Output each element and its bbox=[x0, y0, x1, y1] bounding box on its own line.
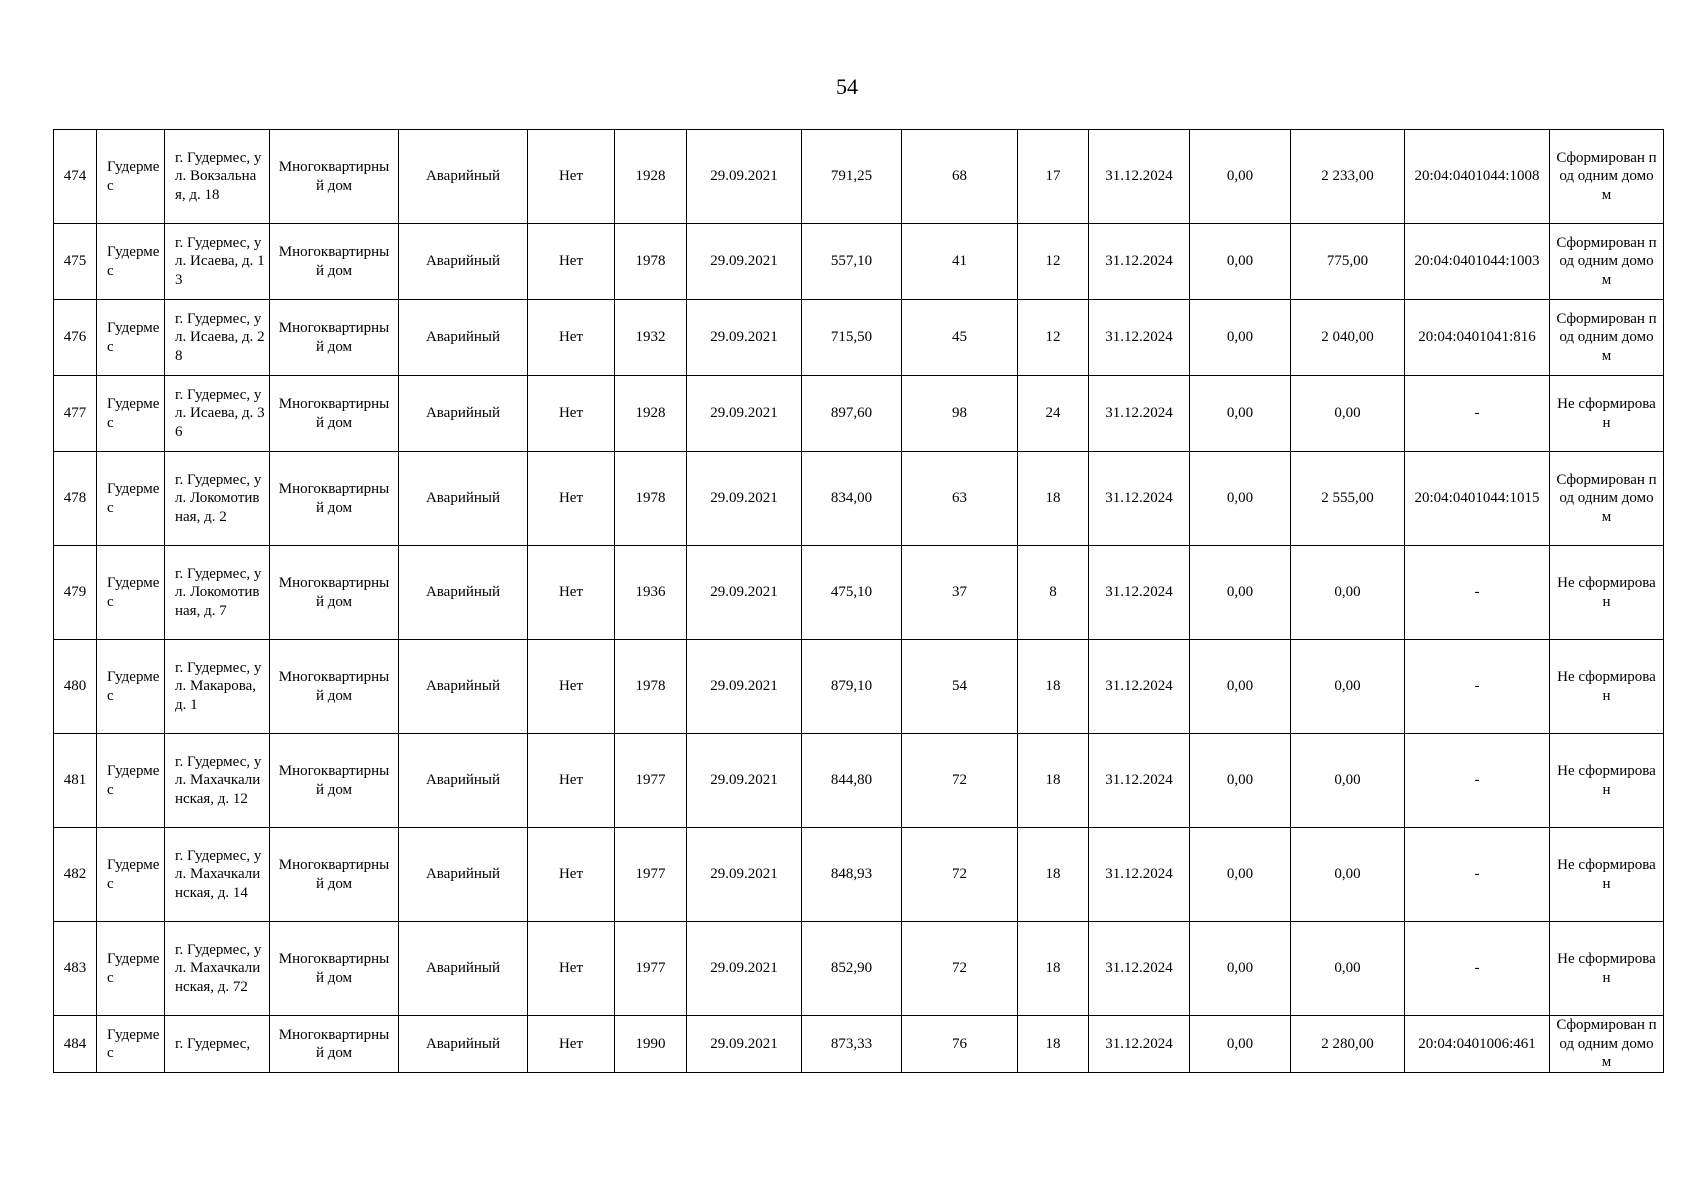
table-row bbox=[54, 640, 1664, 734]
cell-recognition-date: 29.09.2021 bbox=[687, 640, 802, 734]
cell-condition-status: Аварийный bbox=[399, 546, 528, 640]
cell-land-formation: Не сформирован bbox=[1550, 546, 1664, 640]
cell-recognition-date: 29.09.2021 bbox=[687, 452, 802, 546]
cell-address: г. Гудермес, bbox=[165, 1016, 270, 1073]
cell-units: 18 bbox=[1018, 734, 1089, 828]
cell-row-number: 481 bbox=[54, 734, 97, 828]
registry-table-body bbox=[54, 130, 1664, 1073]
housing-registry-table bbox=[53, 129, 1664, 1073]
cell-flag: Нет bbox=[528, 640, 615, 734]
cell-build-year: 1977 bbox=[615, 734, 687, 828]
cell-area: 834,00 bbox=[802, 452, 902, 546]
cell-row-number: 475 bbox=[54, 224, 97, 300]
cell-address: г. Гудермес, ул. Исаева, д. 36 bbox=[165, 376, 270, 452]
cell-row-number: 482 bbox=[54, 828, 97, 922]
cell-row-number: 483 bbox=[54, 922, 97, 1016]
cell-address: г. Гудермес, ул. Исаева, д. 13 bbox=[165, 224, 270, 300]
cell-build-year: 1978 bbox=[615, 224, 687, 300]
cell-row-number: 478 bbox=[54, 452, 97, 546]
cell-flag: Нет bbox=[528, 300, 615, 376]
cell-flag: Нет bbox=[528, 922, 615, 1016]
cell-area: 715,50 bbox=[802, 300, 902, 376]
cell-address: г. Гудермес, ул. Локомотивная, д. 2 bbox=[165, 452, 270, 546]
cell-flag: Нет bbox=[528, 734, 615, 828]
cell-units: 18 bbox=[1018, 452, 1089, 546]
cell-value-1: 0,00 bbox=[1190, 130, 1291, 224]
table-row bbox=[54, 828, 1664, 922]
cell-cadastral-number: - bbox=[1405, 376, 1550, 452]
cell-house-type: Многоквартирный дом bbox=[270, 452, 399, 546]
cell-house-type: Многоквартирный дом bbox=[270, 224, 399, 300]
cell-row-number: 476 bbox=[54, 300, 97, 376]
cell-recognition-date: 29.09.2021 bbox=[687, 130, 802, 224]
cell-condition-status: Аварийный bbox=[399, 1016, 528, 1073]
cell-condition-status: Аварийный bbox=[399, 130, 528, 224]
cell-condition-status: Аварийный bbox=[399, 224, 528, 300]
table-row bbox=[54, 1016, 1664, 1073]
cell-residents: 63 bbox=[902, 452, 1018, 546]
cell-residents: 37 bbox=[902, 546, 1018, 640]
cell-value-2: 0,00 bbox=[1291, 546, 1405, 640]
cell-planned-date: 31.12.2024 bbox=[1089, 922, 1190, 1016]
cell-cadastral-number: 20:04:0401006:461 bbox=[1405, 1016, 1550, 1073]
cell-residents: 76 bbox=[902, 1016, 1018, 1073]
cell-flag: Нет bbox=[528, 224, 615, 300]
cell-planned-date: 31.12.2024 bbox=[1089, 224, 1190, 300]
cell-address: г. Гудермес, ул. Вокзальная, д. 18 bbox=[165, 130, 270, 224]
cell-build-year: 1928 bbox=[615, 130, 687, 224]
cell-build-year: 1977 bbox=[615, 828, 687, 922]
cell-municipality: Гудермес bbox=[97, 640, 165, 734]
cell-flag: Нет bbox=[528, 828, 615, 922]
cell-area: 557,10 bbox=[802, 224, 902, 300]
cell-recognition-date: 29.09.2021 bbox=[687, 922, 802, 1016]
cell-municipality: Гудермес bbox=[97, 828, 165, 922]
cell-units: 12 bbox=[1018, 300, 1089, 376]
cell-units: 17 bbox=[1018, 130, 1089, 224]
cell-flag: Нет bbox=[528, 546, 615, 640]
cell-value-2: 2 555,00 bbox=[1291, 452, 1405, 546]
cell-residents: 72 bbox=[902, 828, 1018, 922]
cell-house-type: Многоквартирный дом bbox=[270, 376, 399, 452]
cell-house-type: Многоквартирный дом bbox=[270, 828, 399, 922]
cell-units: 12 bbox=[1018, 224, 1089, 300]
cell-value-2: 0,00 bbox=[1291, 376, 1405, 452]
cell-land-formation: Не сформирован bbox=[1550, 828, 1664, 922]
cell-units: 24 bbox=[1018, 376, 1089, 452]
cell-build-year: 1990 bbox=[615, 1016, 687, 1073]
cell-area: 852,90 bbox=[802, 922, 902, 1016]
cell-recognition-date: 29.09.2021 bbox=[687, 1016, 802, 1073]
cell-units: 18 bbox=[1018, 828, 1089, 922]
cell-cadastral-number: - bbox=[1405, 640, 1550, 734]
cell-build-year: 1928 bbox=[615, 376, 687, 452]
cell-recognition-date: 29.09.2021 bbox=[687, 546, 802, 640]
table-row bbox=[54, 224, 1664, 300]
cell-row-number: 484 bbox=[54, 1016, 97, 1073]
cell-row-number: 477 bbox=[54, 376, 97, 452]
cell-land-formation: Сформирован под одним домом bbox=[1550, 1016, 1664, 1073]
cell-land-formation: Сформирован под одним домом bbox=[1550, 300, 1664, 376]
cell-municipality: Гудермес bbox=[97, 300, 165, 376]
cell-planned-date: 31.12.2024 bbox=[1089, 376, 1190, 452]
cell-address: г. Гудермес, ул. Исаева, д. 28 bbox=[165, 300, 270, 376]
cell-planned-date: 31.12.2024 bbox=[1089, 828, 1190, 922]
cell-value-1: 0,00 bbox=[1190, 1016, 1291, 1073]
cell-municipality: Гудермес bbox=[97, 376, 165, 452]
cell-row-number: 479 bbox=[54, 546, 97, 640]
cell-municipality: Гудермес bbox=[97, 130, 165, 224]
cell-value-2: 0,00 bbox=[1291, 640, 1405, 734]
cell-planned-date: 31.12.2024 bbox=[1089, 734, 1190, 828]
cell-cadastral-number: 20:04:0401041:816 bbox=[1405, 300, 1550, 376]
cell-value-1: 0,00 bbox=[1190, 828, 1291, 922]
cell-value-2: 2 040,00 bbox=[1291, 300, 1405, 376]
cell-area: 848,93 bbox=[802, 828, 902, 922]
cell-cadastral-number: 20:04:0401044:1008 bbox=[1405, 130, 1550, 224]
cell-value-2: 0,00 bbox=[1291, 828, 1405, 922]
cell-value-2: 2 233,00 bbox=[1291, 130, 1405, 224]
cell-planned-date: 31.12.2024 bbox=[1089, 640, 1190, 734]
cell-row-number: 480 bbox=[54, 640, 97, 734]
cell-residents: 72 bbox=[902, 734, 1018, 828]
cell-value-1: 0,00 bbox=[1190, 922, 1291, 1016]
cell-address: г. Гудермес, ул. Махачкалинская, д. 14 bbox=[165, 828, 270, 922]
cell-cadastral-number: 20:04:0401044:1015 bbox=[1405, 452, 1550, 546]
cell-municipality: Гудермес bbox=[97, 452, 165, 546]
cell-house-type: Многоквартирный дом bbox=[270, 1016, 399, 1073]
cell-residents: 54 bbox=[902, 640, 1018, 734]
cell-address: г. Гудермес, ул. Локомотивная, д. 7 bbox=[165, 546, 270, 640]
cell-land-formation: Сформирован под одним домом bbox=[1550, 224, 1664, 300]
cell-value-1: 0,00 bbox=[1190, 546, 1291, 640]
cell-build-year: 1932 bbox=[615, 300, 687, 376]
cell-address: г. Гудермес, ул. Макарова, д. 1 bbox=[165, 640, 270, 734]
cell-area: 791,25 bbox=[802, 130, 902, 224]
cell-value-1: 0,00 bbox=[1190, 734, 1291, 828]
cell-residents: 45 bbox=[902, 300, 1018, 376]
cell-land-formation: Сформирован под одним домом bbox=[1550, 452, 1664, 546]
cell-value-1: 0,00 bbox=[1190, 452, 1291, 546]
cell-flag: Нет bbox=[528, 452, 615, 546]
cell-residents: 98 bbox=[902, 376, 1018, 452]
cell-municipality: Гудермес bbox=[97, 734, 165, 828]
cell-address: г. Гудермес, ул. Махачкалинская, д. 72 bbox=[165, 922, 270, 1016]
cell-units: 18 bbox=[1018, 1016, 1089, 1073]
cell-cadastral-number: - bbox=[1405, 546, 1550, 640]
cell-house-type: Многоквартирный дом bbox=[270, 130, 399, 224]
cell-recognition-date: 29.09.2021 bbox=[687, 734, 802, 828]
cell-land-formation: Не сформирован bbox=[1550, 922, 1664, 1016]
cell-value-2: 2 280,00 bbox=[1291, 1016, 1405, 1073]
cell-residents: 72 bbox=[902, 922, 1018, 1016]
cell-area: 475,10 bbox=[802, 546, 902, 640]
cell-planned-date: 31.12.2024 bbox=[1089, 452, 1190, 546]
cell-cadastral-number: - bbox=[1405, 828, 1550, 922]
cell-condition-status: Аварийный bbox=[399, 828, 528, 922]
cell-planned-date: 31.12.2024 bbox=[1089, 300, 1190, 376]
cell-recognition-date: 29.09.2021 bbox=[687, 300, 802, 376]
cell-build-year: 1978 bbox=[615, 452, 687, 546]
cell-build-year: 1977 bbox=[615, 922, 687, 1016]
cell-planned-date: 31.12.2024 bbox=[1089, 130, 1190, 224]
cell-recognition-date: 29.09.2021 bbox=[687, 224, 802, 300]
table-row bbox=[54, 546, 1664, 640]
table-row bbox=[54, 922, 1664, 1016]
cell-units: 8 bbox=[1018, 546, 1089, 640]
cell-municipality: Гудермес bbox=[97, 224, 165, 300]
table-row bbox=[54, 300, 1664, 376]
cell-units: 18 bbox=[1018, 640, 1089, 734]
cell-house-type: Многоквартирный дом bbox=[270, 300, 399, 376]
cell-condition-status: Аварийный bbox=[399, 452, 528, 546]
cell-condition-status: Аварийный bbox=[399, 640, 528, 734]
cell-condition-status: Аварийный bbox=[399, 734, 528, 828]
cell-municipality: Гудермес bbox=[97, 1016, 165, 1073]
cell-cadastral-number: 20:04:0401044:1003 bbox=[1405, 224, 1550, 300]
cell-build-year: 1978 bbox=[615, 640, 687, 734]
cell-land-formation: Не сформирован bbox=[1550, 640, 1664, 734]
cell-residents: 68 bbox=[902, 130, 1018, 224]
cell-municipality: Гудермес bbox=[97, 922, 165, 1016]
cell-planned-date: 31.12.2024 bbox=[1089, 1016, 1190, 1073]
cell-condition-status: Аварийный bbox=[399, 922, 528, 1016]
cell-value-1: 0,00 bbox=[1190, 300, 1291, 376]
page-number: 54 bbox=[836, 74, 858, 99]
cell-land-formation: Не сформирован bbox=[1550, 376, 1664, 452]
cell-value-1: 0,00 bbox=[1190, 376, 1291, 452]
table-row bbox=[54, 130, 1664, 224]
cell-planned-date: 31.12.2024 bbox=[1089, 546, 1190, 640]
cell-flag: Нет bbox=[528, 1016, 615, 1073]
cell-flag: Нет bbox=[528, 130, 615, 224]
cell-land-formation: Сформирован под одним домом bbox=[1550, 130, 1664, 224]
cell-house-type: Многоквартирный дом bbox=[270, 734, 399, 828]
cell-land-formation: Не сформирован bbox=[1550, 734, 1664, 828]
cell-municipality: Гудермес bbox=[97, 546, 165, 640]
cell-value-1: 0,00 bbox=[1190, 640, 1291, 734]
cell-row-number: 474 bbox=[54, 130, 97, 224]
cell-units: 18 bbox=[1018, 922, 1089, 1016]
cell-house-type: Многоквартирный дом bbox=[270, 546, 399, 640]
cell-cadastral-number: - bbox=[1405, 734, 1550, 828]
cell-address: г. Гудермес, ул. Махачкалинская, д. 12 bbox=[165, 734, 270, 828]
table-row bbox=[54, 376, 1664, 452]
cell-cadastral-number: - bbox=[1405, 922, 1550, 1016]
cell-build-year: 1936 bbox=[615, 546, 687, 640]
cell-residents: 41 bbox=[902, 224, 1018, 300]
cell-house-type: Многоквартирный дом bbox=[270, 640, 399, 734]
cell-flag: Нет bbox=[528, 376, 615, 452]
cell-value-2: 0,00 bbox=[1291, 922, 1405, 1016]
cell-area: 873,33 bbox=[802, 1016, 902, 1073]
cell-value-2: 0,00 bbox=[1291, 734, 1405, 828]
table-row bbox=[54, 734, 1664, 828]
cell-house-type: Многоквартирный дом bbox=[270, 922, 399, 1016]
cell-recognition-date: 29.09.2021 bbox=[687, 828, 802, 922]
table-row bbox=[54, 452, 1664, 546]
cell-value-2: 775,00 bbox=[1291, 224, 1405, 300]
cell-recognition-date: 29.09.2021 bbox=[687, 376, 802, 452]
cell-condition-status: Аварийный bbox=[399, 376, 528, 452]
cell-value-1: 0,00 bbox=[1190, 224, 1291, 300]
cell-area: 879,10 bbox=[802, 640, 902, 734]
cell-condition-status: Аварийный bbox=[399, 300, 528, 376]
cell-area: 844,80 bbox=[802, 734, 902, 828]
cell-area: 897,60 bbox=[802, 376, 902, 452]
